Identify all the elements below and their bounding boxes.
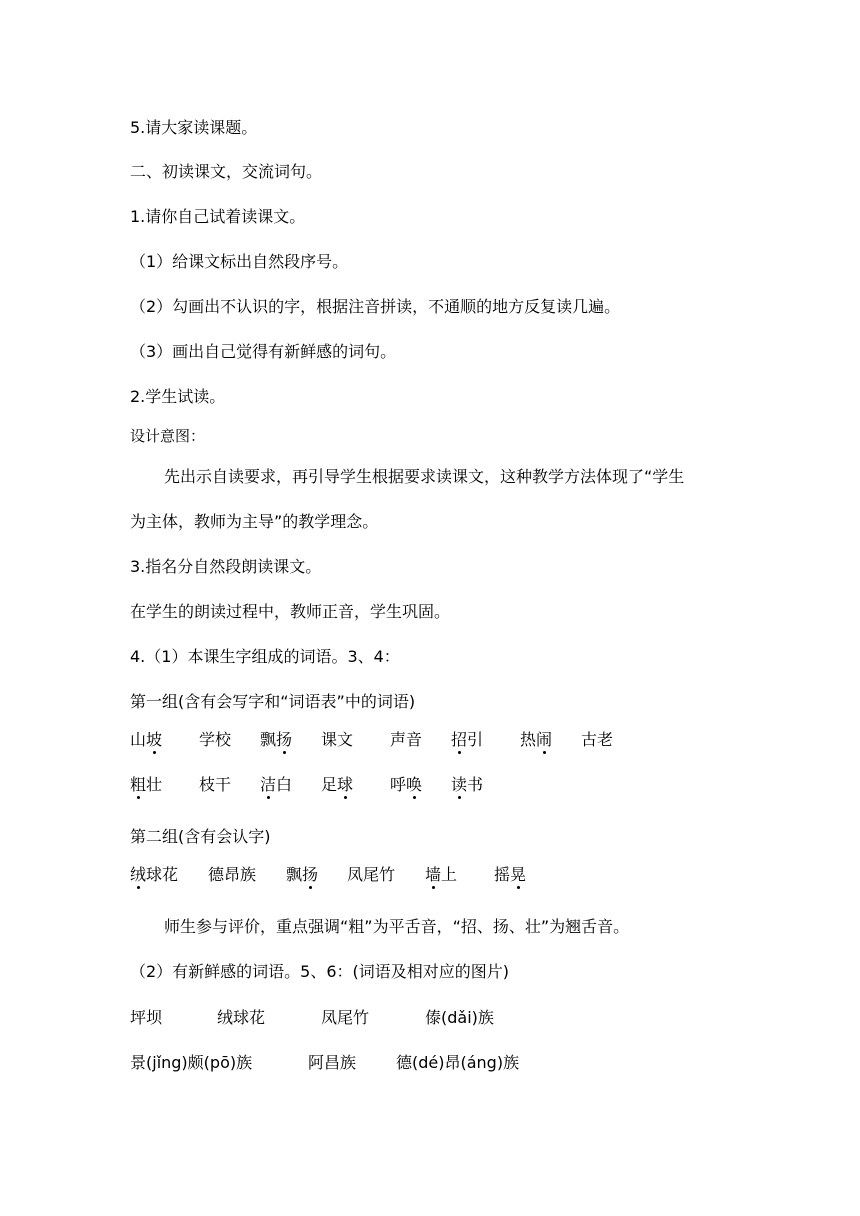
word-item: 枝干 <box>199 775 232 794</box>
word-item: 墙上 <box>425 865 458 884</box>
step-1-self-read: 1.请你自己试着读课文。 <box>130 207 306 226</box>
word-item: 凤尾竹 <box>321 1008 370 1027</box>
word-item: 古老 <box>581 730 614 749</box>
word-item: 摇晃 <box>494 865 527 884</box>
group-2-row-1 <box>130 864 730 886</box>
fresh-words-row-1 <box>130 1007 730 1029</box>
step-4-new-words: 4.（1）本课生字组成的词语。3、4： <box>130 647 400 666</box>
design-intent-text-2: 为主体，教师为主导”的教学理念。 <box>130 512 379 531</box>
group-1-row-1 <box>130 729 730 751</box>
requirement-3: （3）画出自己觉得有新鲜感的词句。 <box>130 342 397 361</box>
requirement-2: （2）勾画出不认识的字，根据注音拼读，不通顺的地方反复读几遍。 <box>130 297 621 316</box>
design-intent-label: 设计意图： <box>130 427 206 445</box>
step-2-student-read: 2.学生试读。 <box>130 387 226 406</box>
word-item: 景(jǐng)颇(pō)族 <box>130 1053 253 1072</box>
section-2-heading: 二、初读课文，交流词句。 <box>130 162 323 181</box>
word-item: 声音 <box>390 730 423 749</box>
word-item: 学校 <box>199 730 232 749</box>
word-item: 山坡 <box>130 730 163 749</box>
word-item: 飘扬 <box>286 865 319 884</box>
word-item: 坪坝 <box>130 1008 163 1027</box>
word-item: 读书 <box>451 775 484 794</box>
word-item: 飘扬 <box>260 730 293 749</box>
word-item: 粗壮 <box>130 775 163 794</box>
word-item: 凤尾竹 <box>347 865 396 884</box>
word-item: 绒球花 <box>217 1008 266 1027</box>
correction-note: 在学生的朗读过程中，教师正音，学生巩固。 <box>130 602 451 621</box>
word-item: 傣(dǎi)族 <box>425 1008 494 1027</box>
word-item: 绒球花 <box>130 865 179 884</box>
fresh-words-row-2 <box>130 1052 730 1074</box>
evaluation-note: 师生参与评价，重点强调“粗”为平舌音，“招、扬、壮”为翘舌音。 <box>164 917 630 936</box>
word-item: 德昂族 <box>208 865 257 884</box>
group-2-heading: 第二组(含有会认字) <box>130 827 271 846</box>
word-item: 呼唤 <box>390 775 423 794</box>
word-item: 足球 <box>321 775 354 794</box>
word-item: 洁白 <box>260 775 293 794</box>
word-item: 招引 <box>451 730 484 749</box>
group-1-row-2 <box>130 774 730 796</box>
word-item: 德(dé)昂(áng)族 <box>396 1053 520 1072</box>
design-intent-text-1: 先出示自读要求，再引导学生根据要求读课文，这种教学方法体现了“学生 <box>164 467 685 486</box>
requirement-1: （1）给课文标出自然段序号。 <box>130 252 349 271</box>
word-item: 阿昌族 <box>308 1053 357 1072</box>
word-item: 课文 <box>321 730 354 749</box>
word-item: 热闹 <box>520 730 553 749</box>
step-3-paragraph-read: 3.指名分自然段朗读课文。 <box>130 557 322 576</box>
group-1-heading: 第一组(含有会写字和“词语表”中的词语) <box>130 692 416 711</box>
fresh-words-heading: （2）有新鲜感的词语。5、6：(词语及相对应的图片) <box>130 962 510 981</box>
step-5-read-title: 5.请大家读课题。 <box>130 118 258 137</box>
